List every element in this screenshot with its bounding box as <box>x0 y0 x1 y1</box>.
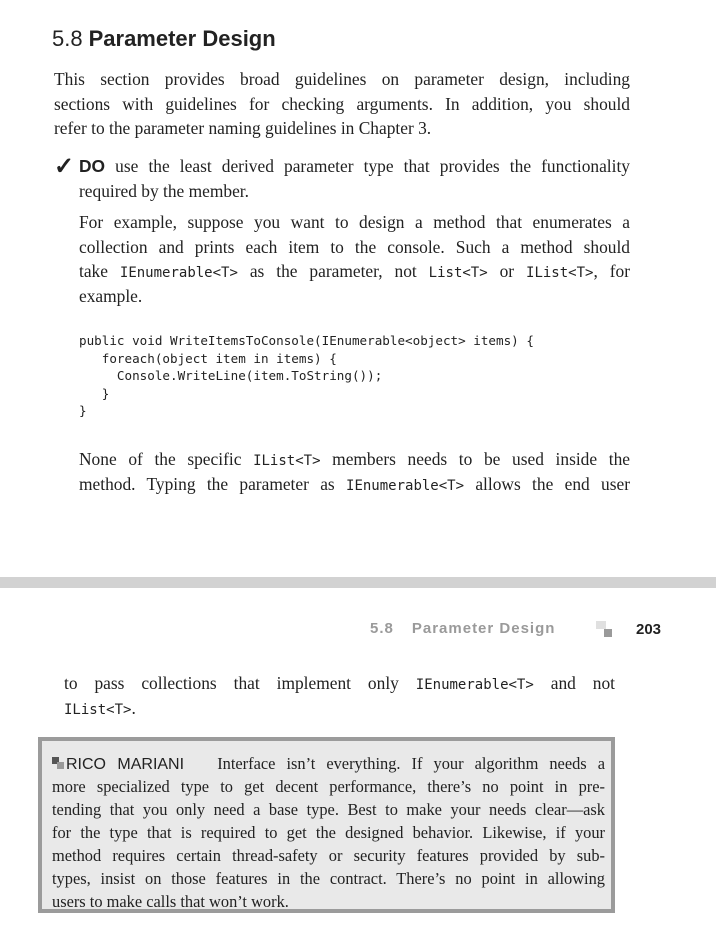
inline-code: IEnumerable<T> <box>119 265 238 282</box>
note-marker-icon <box>52 757 66 769</box>
do-label: DO <box>79 156 106 176</box>
code-line: Console.WriteLine(item.ToString()); <box>79 368 383 384</box>
code-line: } <box>79 385 110 401</box>
text-line <box>52 890 605 913</box>
text-run: method. Typing the parameter as <box>79 473 347 494</box>
inline-code: List<T> <box>428 265 488 282</box>
text-run: for the type that is required to get the designed behavior. Likewise, if your <box>52 823 605 842</box>
text-line <box>79 259 630 284</box>
text-line <box>54 67 630 92</box>
note-text: Interface isn’t everything. If your algorithm needs a <box>217 754 605 773</box>
text-line <box>54 116 630 141</box>
text-run: or <box>487 261 527 282</box>
text-line <box>79 472 630 497</box>
text-line <box>79 210 630 235</box>
text-run: method requires certain thread-safety or security features provided by sub- <box>52 846 605 865</box>
intro-paragraph <box>54 67 630 141</box>
inline-code: IList<T> <box>253 453 321 469</box>
text-run: , for <box>593 261 631 282</box>
text-line <box>79 284 630 309</box>
text-run: types, insist on those features in the contract. There’s no point in allowing <box>52 869 605 888</box>
section-heading <box>52 26 276 52</box>
text-line <box>54 92 630 117</box>
code-line: } <box>79 403 87 419</box>
text-run: example. <box>79 285 143 306</box>
text-line <box>52 844 605 867</box>
do-text: use the least derived parameter type that provides the functionality <box>105 156 630 176</box>
code-line: foreach(object item in items) { <box>79 350 337 366</box>
text-run: users to make calls that won’t work. <box>52 892 289 911</box>
do-guideline <box>79 154 630 203</box>
after-code-paragraph <box>79 447 630 496</box>
example-paragraph <box>79 210 630 308</box>
page-separator <box>0 577 716 588</box>
text-line <box>52 798 605 821</box>
section-number: 5.8 <box>52 26 83 51</box>
text-line <box>52 867 605 890</box>
continuation-paragraph <box>64 671 615 720</box>
text-line <box>64 671 615 696</box>
text-run: collection and prints each item to the console. Such a method should <box>79 236 630 257</box>
text-run: tending that you only need a base type. Best to make your needs clear—ask <box>52 800 605 819</box>
text-run: For example, suppose you want to design a method that enumerates a <box>79 212 630 232</box>
text-run: sections with guidelines for checking arguments. In addition, you should <box>54 93 630 114</box>
inline-code: IList<T> <box>526 265 594 282</box>
text-run: allows the end user <box>464 473 631 494</box>
text-run: more specialized type to get decent performance, there’s no point in pre- <box>52 777 605 796</box>
text-line <box>52 821 605 844</box>
running-head <box>370 620 555 637</box>
text-run: This section provides broad guidelines on parameter design, including <box>54 69 630 89</box>
text-line <box>79 447 630 472</box>
page-number: 203 <box>636 621 662 638</box>
text-run: members needs to be used inside the <box>320 449 630 469</box>
text-run: to pass collections that implement only <box>64 673 416 693</box>
note-author: RICO MARIANI <box>66 756 185 773</box>
inline-code: IList<T> <box>64 701 132 718</box>
text-run: None of the specific <box>79 449 254 469</box>
checkmark-icon: ✓ <box>54 154 75 180</box>
section-title: Parameter Design <box>88 26 276 51</box>
inline-code: IEnumerable<T> <box>415 677 534 693</box>
text-line <box>52 775 605 798</box>
text-run: refer to the parameter naming guidelines in Chapter 3. <box>54 118 432 139</box>
running-head-title: Parameter Design <box>411 620 556 637</box>
inline-code: IEnumerable<T> <box>346 477 465 494</box>
code-line: public void WriteItemsToConsole(IEnumerable<object> items) { <box>79 333 534 348</box>
do-text: required by the member. <box>79 180 249 201</box>
sidebar-note <box>38 737 615 913</box>
text-run: as the parameter, not <box>237 261 429 282</box>
text-run: take <box>79 261 120 282</box>
text-line <box>79 235 630 260</box>
text-run: . <box>131 697 136 718</box>
running-head-section: 5.8 <box>370 620 394 637</box>
code-block <box>79 332 534 420</box>
text-line <box>64 696 615 721</box>
text-run: and not <box>533 673 615 693</box>
